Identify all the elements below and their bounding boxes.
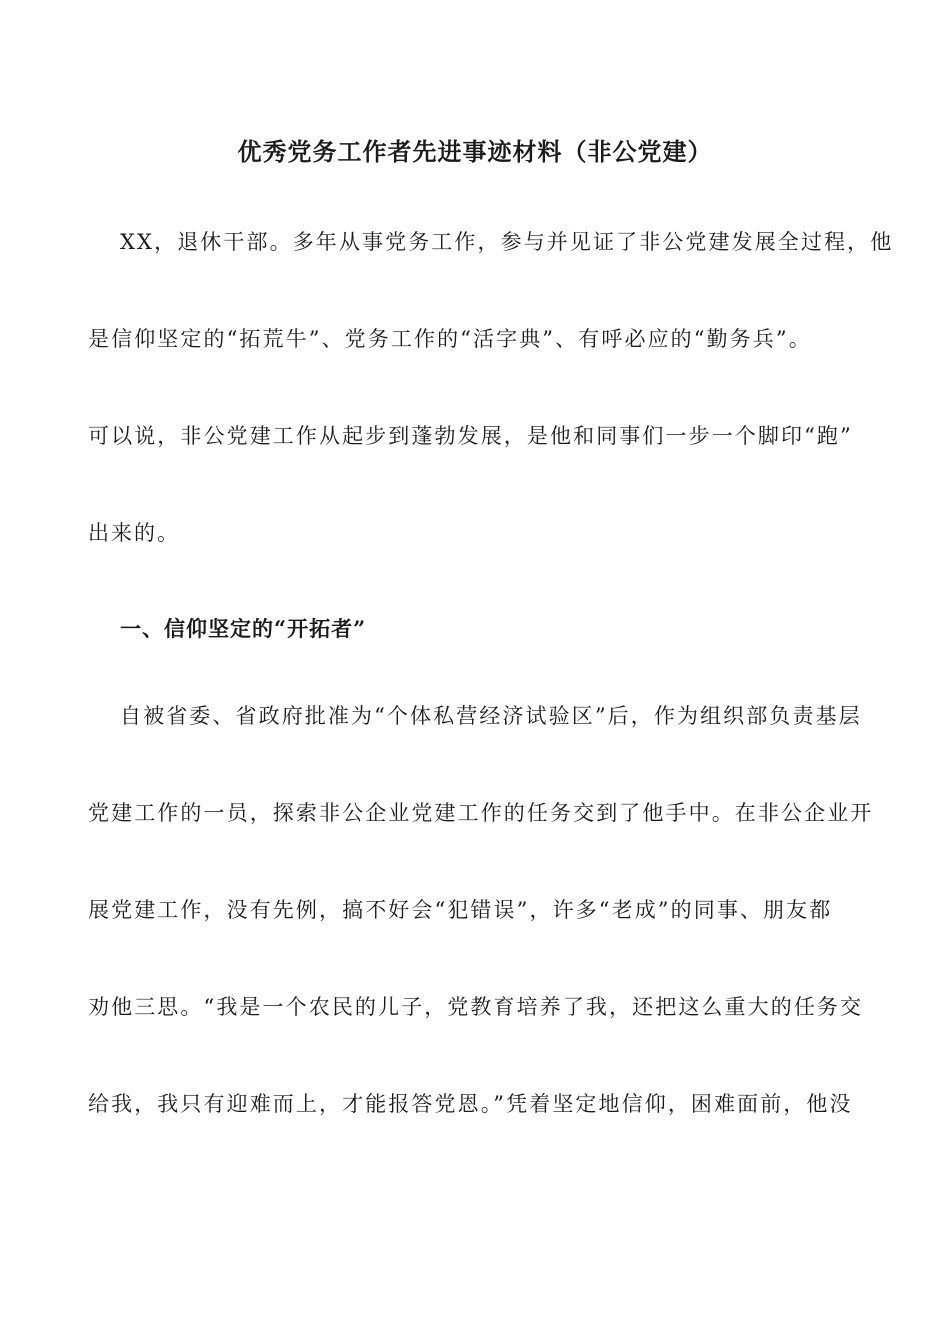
paragraph-line: 党建工作的一员，探索非公企业党建工作的任务交到了他手中。在非公企业开	[88, 801, 874, 825]
section-heading: 一、信仰坚定的“开拓者”	[120, 616, 367, 641]
paragraph-line: 是信仰坚定的“拓荒牛”、党务工作的“活字典”、有呼必应的“勤务兵”。	[88, 327, 812, 351]
paragraph-intro	[88, 194, 894, 582]
document-title: 优秀党务工作者先进事迹材料（非公党建）	[237, 137, 713, 166]
paragraph-line: 展党建工作，没有先例，搞不好会“犯错误”，许多“老成”的同事、朋友都	[88, 898, 833, 922]
paragraph-line: 出来的。	[88, 521, 180, 545]
paragraph-line: 可以说，非公党建工作从起步到蓬勃发展，是他和同事们一步一个脚印“跑”	[88, 424, 853, 448]
paragraph-line: 自被省委、省政府批准为“个体私营经济试验区”后，作为组织部负责基层	[120, 704, 862, 728]
paragraph-line: 给我，我只有迎难而上，才能报答党恩。”凭着坚定地信仰，困难面前，他没	[88, 1092, 853, 1116]
paragraph-line: 劝他三思。“我是一个农民的儿子，党教育培养了我，还把这么重大的任务交	[88, 995, 864, 1019]
paragraph-section1	[88, 668, 874, 1153]
paragraph-line: XX，退休干部。多年从事党务工作，参与并见证了非公党建发展全过程，他	[120, 230, 894, 254]
